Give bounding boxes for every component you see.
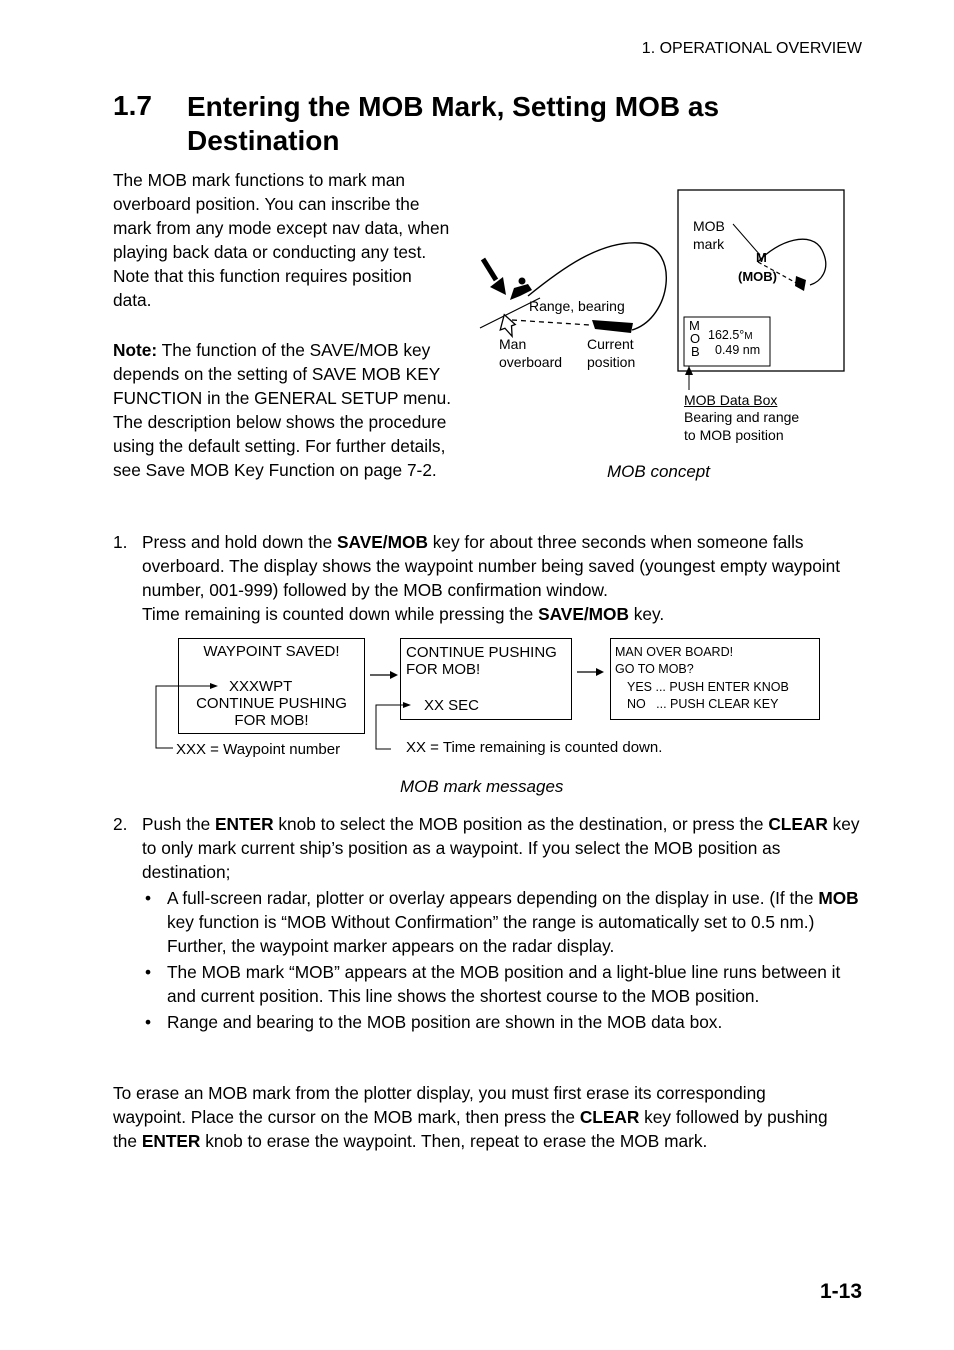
step-1-text-b: key for about three seconds when someone falls overboard. The display shows the waypoint number being saved (youngest empty waypoint number, 001-999) followed by the MOB confirmation window. (142, 532, 841, 600)
databox-range: 0.49 nm (715, 343, 761, 357)
step-2-bullets (142, 886, 863, 1034)
bullet-3-text: Range and bearing to the MOB position are shown in the MOB data box. (167, 1012, 723, 1032)
box2-sec: XX SEC (424, 697, 480, 714)
range-bearing-label: Range, bearing (529, 298, 625, 314)
current-position-label-1: Current (587, 336, 634, 352)
bullet-1 (142, 886, 863, 958)
man-overboard-label-1: Man (499, 336, 527, 352)
running-header: 1. OPERATIONAL OVERVIEW (641, 40, 862, 57)
legend-waypoint-number: XXX = Waypoint number (176, 741, 341, 758)
intro-paragraph: The MOB mark functions to mark man overboard position. You can inscribe the mark from any mode except nav data, when playing back data or conducting any test. Note that this function requires position data. (113, 170, 450, 310)
step-2 (113, 812, 863, 1034)
bullet-1-key: MOB (818, 888, 859, 908)
continue-pushing-box (400, 638, 572, 720)
mob-mark-label-2: mark (693, 236, 725, 252)
databox-desc-2: to MOB position (684, 427, 784, 443)
step-1-number: 1. (113, 532, 128, 552)
erase-text-b: key followed by pushing the (113, 1107, 828, 1151)
erase-text-a: To erase an MOB mark from the plotter display, you must first erase its corresponding waypoint. Place the cursor on the MOB mark, then press the (113, 1083, 766, 1127)
step-2-text-b: knob to select the MOB position as the destination, or press the (273, 814, 769, 834)
erase-key-enter: ENTER (141, 1131, 201, 1151)
step-2-number: 2. (113, 814, 128, 834)
step-2-key-enter: ENTER (215, 814, 274, 834)
waypoint-saved-box (178, 638, 365, 734)
bullet-3 (142, 1010, 863, 1034)
man-overboard-label-2: overboard (499, 354, 563, 370)
box3-line3: YES ... PUSH ENTER KNOB (627, 680, 789, 694)
erase-paragraph (113, 1081, 833, 1153)
step-1-key-2: SAVE/MOB (538, 604, 629, 624)
legend-time-remaining: XX = Time remaining is counted down. (406, 739, 663, 756)
step-1-text-c: Time remaining is counted down while pressing the (142, 604, 539, 624)
step-2-key-clear: CLEAR (768, 814, 828, 834)
box1-title: WAYPOINT SAVED! (203, 643, 340, 660)
box2-line2: FOR MOB! (406, 661, 481, 678)
mob-mark-label-1: MOB (693, 218, 725, 234)
bearing-unit: M (744, 331, 753, 342)
box1-line4: FOR MOB! (234, 712, 309, 729)
page-number: 1-13 (819, 1280, 862, 1303)
current-position-label-2: position (587, 354, 636, 370)
step-1-key: SAVE/MOB (337, 532, 428, 552)
databox-b: B (691, 344, 700, 359)
box3-line2: GO TO MOB? (615, 662, 694, 676)
section-number: 1.7 (113, 90, 152, 121)
databox-title: MOB Data Box (684, 392, 778, 408)
mob-m-symbol: M (756, 250, 767, 265)
figure2-caption: MOB mark messages (400, 777, 564, 796)
note-text: The function of the SAVE/MOB key depends on the setting of SAVE MOB KEY FUNCTION in the GENERAL SETUP menu. The description below shows the procedure using the default setting. For further details, see Save MOB Key Function on page 7-2. (113, 340, 452, 480)
note-label: Note: (113, 340, 158, 360)
bullet-1-text-a: A full-screen radar, plotter or overlay appears depending on the display in use. (If the (167, 888, 819, 908)
databox-o: O (690, 331, 701, 346)
box3-line4: NO ... PUSH CLEAR KEY (627, 697, 779, 711)
section-title: Entering the MOB Mark, Setting MOB as Destination (187, 91, 720, 156)
bullet-1-text-b: key function is “MOB Without Confirmation” the range is automatically set to 0.5 nm.) Further, the waypoint marker appears on the radar display. (167, 912, 815, 956)
box3-line1: MAN OVER BOARD! (615, 645, 734, 659)
bullet-2 (142, 960, 863, 1008)
mob-tag: (MOB) (738, 269, 777, 284)
box2-line1: CONTINUE PUSHING (406, 644, 557, 661)
box1-wpt: XXXWPT (229, 678, 293, 695)
erase-key-clear: CLEAR (579, 1107, 640, 1127)
box1-line3: CONTINUE PUSHING (196, 695, 347, 712)
databox-m: M (689, 318, 700, 333)
figure1-caption: MOB concept (607, 462, 710, 481)
man-over-board-box (610, 638, 820, 720)
erase-text-c: knob to erase the waypoint. Then, repeat to erase the MOB mark. (200, 1131, 708, 1151)
step-2-text-c: key to only mark current ship’s position as a waypoint. If you select the MOB position as destination; (142, 814, 860, 882)
step-1-text-a: Press and hold down the (142, 532, 338, 552)
step-1-text-d: key. (628, 604, 665, 624)
databox-desc-1: Bearing and range (684, 409, 800, 425)
bullet-2-text: The MOB mark “MOB” appears at the MOB position and a light-blue line runs between it and current position. This line shows the shortest course to the MOB position. (167, 962, 841, 1006)
step-2-text-a: Push the (142, 814, 216, 834)
bearing-value: 162.5° (708, 328, 745, 342)
